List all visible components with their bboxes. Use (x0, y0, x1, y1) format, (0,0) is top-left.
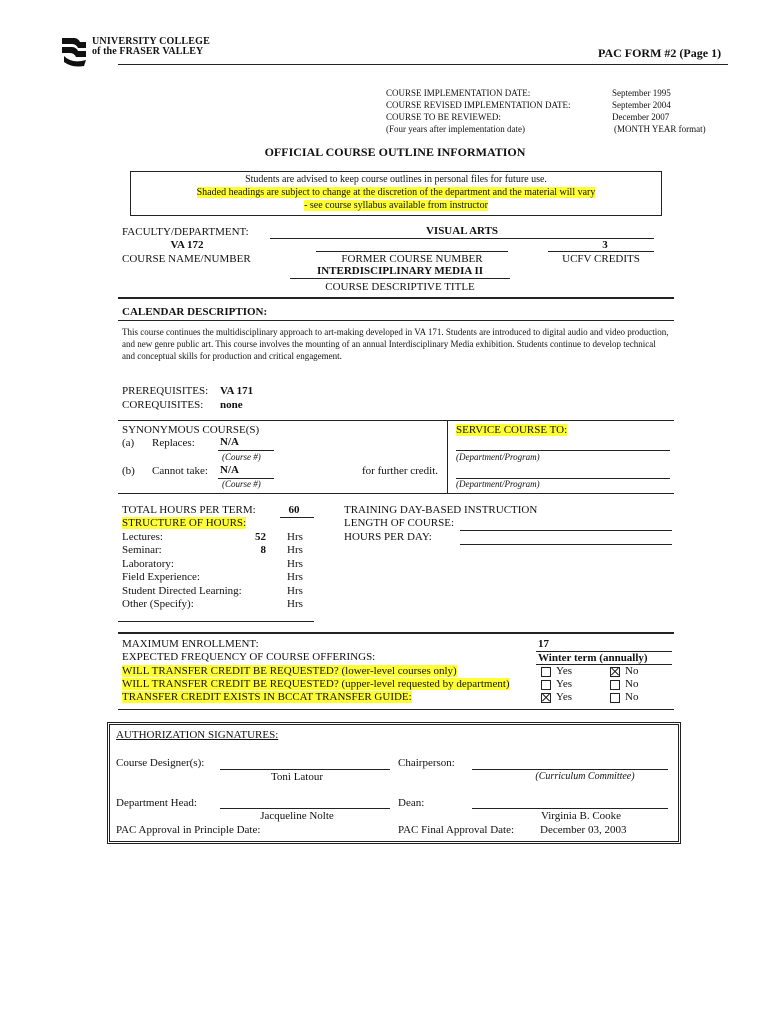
q1-yes-label: Yes (556, 665, 573, 677)
course-title-label: COURSE DESCRIPTIVE TITLE (325, 281, 475, 293)
prereq-label: PREREQUISITES: (122, 385, 209, 397)
authorization-label: AUTHORIZATION SIGNATURES: (116, 729, 279, 741)
calendar-underline (118, 320, 674, 321)
chair-sign-line (472, 769, 668, 770)
date-labels (386, 87, 571, 135)
frequency-value: Winter term (annually) (538, 652, 648, 664)
synonymous-rule (118, 420, 674, 421)
lectures-label: Lectures: (122, 531, 163, 543)
former-rule (316, 251, 508, 252)
date-format-note: (MONTH YEAR format) (614, 124, 706, 134)
course-hint-b: (Course #) (222, 479, 261, 489)
course-number: VA 172 (170, 239, 204, 251)
synonymous-label: SYNONYMOUS COURSE(S) (122, 424, 260, 436)
impl-date-value: September 1995 (612, 88, 671, 98)
header-rule (118, 64, 728, 65)
course-designer-label: Course Designer(s): (116, 757, 205, 769)
seminar-label: Seminar: (122, 544, 162, 557)
q2-yes-checkbox[interactable] (541, 680, 551, 690)
title-rule (290, 278, 510, 279)
enrollment-bottom-rule (118, 709, 674, 710)
length-rule (460, 530, 672, 531)
seminar-unit: Hrs (287, 544, 303, 557)
cannot-take-label: Cannot take: (152, 465, 208, 477)
head-sign-line (220, 808, 390, 809)
sdl-label: Student Directed Learning: (122, 584, 242, 597)
review-date-label: COURSE TO BE REVIEWED: (386, 112, 501, 122)
transfer-question-lower: WILL TRANSFER CREDIT BE REQUESTED? (lower-level courses only) (122, 665, 457, 677)
q3-yes-label: Yes (556, 691, 573, 703)
field-experience-label: Field Experience: (122, 571, 200, 584)
department-head-name: Jacqueline Nolte (260, 810, 334, 822)
cannot-take-value: N/A (220, 464, 239, 476)
revised-date-value: September 2004 (612, 100, 671, 110)
coreq-value: none (220, 399, 243, 411)
enrollment-rule (118, 632, 674, 634)
dept-hint-1: (Department/Program) (456, 452, 540, 462)
further-credit-text: for further credit. (362, 465, 439, 477)
service-divider (447, 420, 448, 494)
max-enrollment-label: MAXIMUM ENROLLMENT: (122, 638, 259, 650)
course-hint-a: (Course #) (222, 452, 261, 462)
pac-final-label: PAC Final Approval Date: (398, 824, 515, 836)
date-values (612, 87, 706, 135)
notice-line3: - see course syllabus available from instructor (304, 200, 488, 211)
seminar-value: 52 (255, 531, 266, 543)
notice-line2: Shaded headings are subject to change at the discretion of the department and the material will vary (196, 187, 596, 198)
cannot-take-letter: (b) (122, 465, 135, 477)
hours-labels (122, 531, 242, 611)
coreq-label: COREQUISITES: (122, 399, 204, 411)
faculty-value: VISUAL ARTS (425, 225, 499, 237)
course-name-label: COURSE NAME/NUMBER (122, 253, 251, 265)
hours-bottom-rule (118, 621, 314, 622)
review-date-value: December 2007 (612, 112, 670, 122)
review-note: (Four years after implementation date) (386, 124, 525, 134)
logo-mark-icon (60, 34, 90, 70)
pac-final-value: December 03, 2003 (540, 824, 627, 836)
logo-line2: of the FRASER VALLEY (92, 46, 204, 57)
credits-value: 3 (602, 239, 608, 251)
calendar-label: CALENDAR DESCRIPTION: (122, 306, 268, 318)
impl-date-label: COURSE IMPLEMENTATION DATE: (386, 88, 531, 98)
notice-box (130, 171, 662, 216)
replaces-label: Replaces: (152, 437, 195, 449)
total-hours-rule (280, 517, 314, 518)
notice-line1: Students are advised to keep course outlines in personal files for future use. (245, 174, 547, 185)
service-course-label: SERVICE COURSE TO: (456, 424, 568, 436)
q2-yes-label: Yes (556, 678, 573, 690)
q3-no-label: No (625, 691, 639, 703)
calendar-text: This course continues the multidisciplinary approach to art-making developed in VA 171. Students are introduced to digital audio and video production, and new genre public art. This course involves the mounting of an annual Interdisciplinary Media exhibition. Students continue to develop technical and conceptual skills for production and critical engagement. (122, 327, 669, 361)
field-experience-value: 8 (260, 544, 266, 557)
prereq-value: VA 171 (220, 385, 254, 397)
q2-no-label: No (625, 678, 639, 690)
faculty-label: FACULTY/DEPARTMENT: (122, 226, 249, 238)
total-hours-label: TOTAL HOURS PER TERM: (122, 504, 256, 516)
total-hours-value: 60 (288, 504, 300, 516)
curriculum-committee-hint: (Curriculum Committee) (535, 771, 635, 782)
hours-units (287, 531, 303, 611)
course-designer-name: Toni Latour (270, 771, 324, 783)
bccat-question: TRANSFER CREDIT EXISTS IN BCCAT TRANSFER GUIDE: (122, 691, 412, 703)
dean-sign-line (472, 808, 668, 809)
other-unit: Hrs (287, 598, 303, 611)
training-label: TRAINING DAY-BASED INSTRUCTION (344, 504, 538, 516)
replaces-letter: (a) (122, 437, 135, 449)
q2-no-checkbox[interactable] (610, 680, 620, 690)
replaces-rule (218, 450, 274, 451)
length-label: LENGTH OF COURSE: (344, 517, 455, 529)
q1-yes-checkbox[interactable] (541, 667, 551, 677)
lectures-unit: Hrs (287, 531, 303, 543)
revised-date-label: COURSE REVISED IMPLEMENTATION DATE: (386, 100, 571, 110)
credits-rule (548, 251, 654, 252)
synonymous-bottom-rule (118, 493, 674, 494)
structure-label: STRUCTURE OF HOURS: (122, 517, 247, 529)
logo-line1: UNIVERSITY COLLEGE (92, 36, 210, 47)
credits-label: UCFV CREDITS (562, 253, 640, 265)
page-title: OFFICIAL COURSE OUTLINE INFORMATION (264, 145, 526, 159)
q1-no-checkbox[interactable] (610, 667, 620, 677)
frequency-label: EXPECTED FREQUENCY OF COURSE OFFERINGS: (122, 651, 376, 663)
designer-sign-line (220, 769, 390, 770)
department-head-label: Department Head: (116, 797, 197, 809)
transfer-question-upper: WILL TRANSFER CREDIT BE REQUESTED? (upper-level requested by department) (122, 678, 510, 690)
chairperson-label: Chairperson: (398, 757, 455, 769)
max-enrollment-value: 17 (538, 638, 549, 650)
course-title-value: INTERDISCIPLINARY MEDIA II (316, 265, 484, 277)
sdl-unit: Hrs (287, 584, 303, 597)
laboratory-unit: Hrs (287, 557, 303, 570)
service-rule1 (456, 450, 670, 451)
other-label: Other (Specify): (122, 598, 194, 611)
q3-yes-checkbox[interactable] (541, 693, 551, 703)
dept-hint-2: (Department/Program) (456, 479, 540, 489)
former-course-label: FORMER COURSE NUMBER (341, 253, 483, 265)
calendar-rule (118, 297, 674, 299)
hours-per-day-label: HOURS PER DAY: (344, 531, 432, 543)
form-title: PAC FORM #2 (Page 1) (598, 46, 722, 60)
q1-no-label: No (625, 665, 639, 677)
dean-label: Dean: (398, 797, 425, 809)
hours-values (242, 531, 266, 558)
replaces-value: N/A (220, 436, 239, 448)
pac-principle-label: PAC Approval in Principle Date: (116, 824, 261, 836)
laboratory-label: Laboratory: (122, 557, 174, 570)
hours-per-day-rule (460, 544, 672, 545)
field-experience-unit: Hrs (287, 571, 303, 584)
dean-name: Virginia B. Cooke (540, 810, 622, 822)
q3-no-checkbox[interactable] (610, 693, 620, 703)
